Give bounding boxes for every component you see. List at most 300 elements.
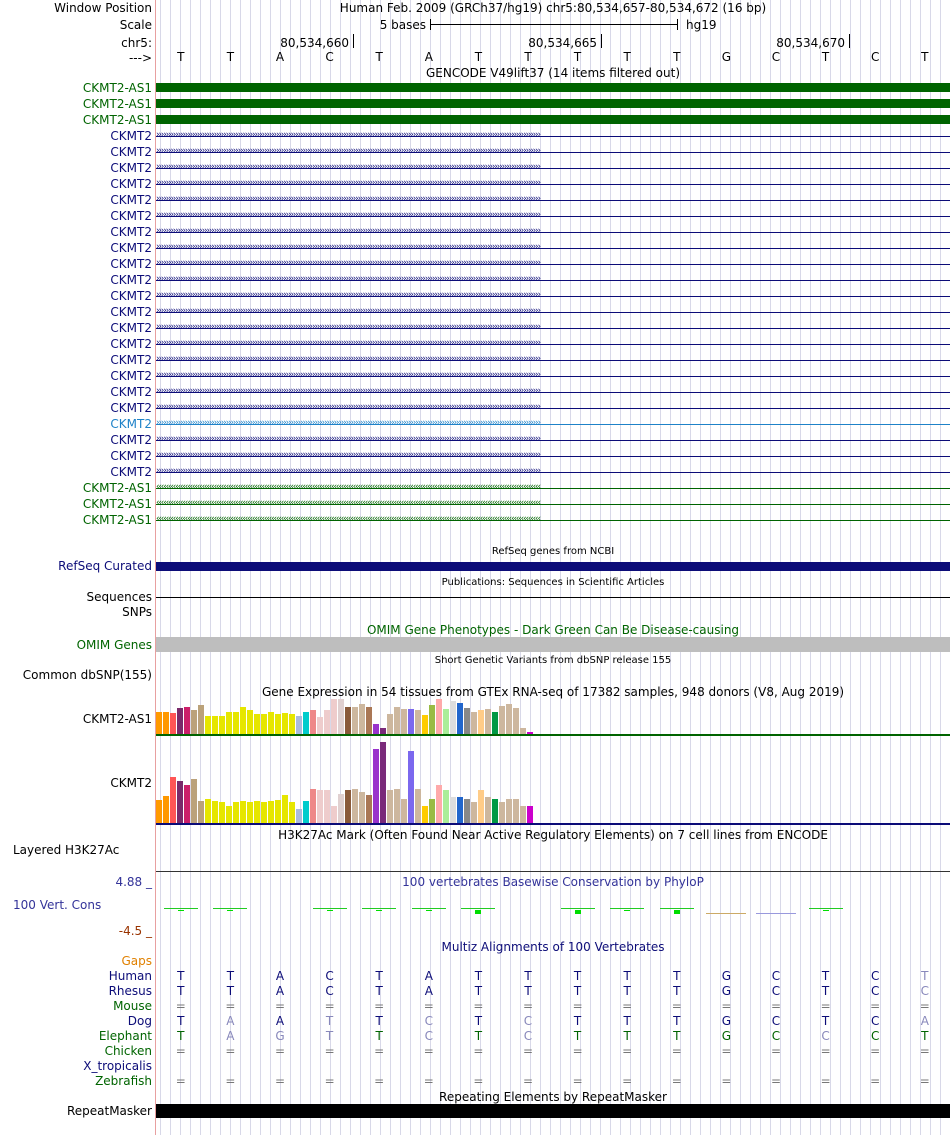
gtex-tissue-bar[interactable] [387,714,393,734]
base-letter[interactable]: T [226,50,235,64]
multiz-aligned-base[interactable]: T [177,1014,185,1028]
multiz-aligned-base[interactable]: = [423,1044,434,1058]
gtex-tissue-bar[interactable] [254,801,260,823]
base-letter[interactable]: C [325,50,334,64]
base-letter[interactable]: T [821,50,830,64]
gtex-tissue-bar[interactable] [282,713,288,734]
phylop-positive-bar[interactable] [461,908,495,909]
gtex-tissue-bar[interactable] [268,801,274,823]
gtex-tissue-bar[interactable] [485,709,491,734]
gtex-tissue-bar[interactable] [331,699,337,734]
gencode-gene-label[interactable]: CKMT2-AS1 [82,113,152,127]
multiz-aligned-base[interactable]: = [919,1044,930,1058]
gencode-gene-label[interactable]: CKMT2 [110,177,152,191]
multiz-aligned-base[interactable]: = [374,1044,385,1058]
gtex-ckmt2-label[interactable]: CKMT2 [110,776,152,790]
multiz-aligned-base[interactable]: = [671,1044,682,1058]
multiz-aligned-base[interactable]: T [921,1029,929,1043]
gencode-gene-label[interactable]: CKMT2 [110,241,152,255]
multiz-aligned-base[interactable]: = [721,1044,732,1058]
multiz-aligned-base[interactable]: C [870,984,880,998]
base-letter[interactable]: C [771,50,781,64]
multiz-aligned-base[interactable]: T [375,1014,383,1028]
multiz-aligned-base[interactable]: = [572,1044,583,1058]
multiz-track-title[interactable]: Multiz Alignments of 100 Vertebrates [441,940,665,954]
gtex-tissue-bar[interactable] [338,794,344,823]
multiz-aligned-base[interactable]: = [770,1044,782,1058]
gtex-tissue-bar[interactable] [240,707,246,734]
multiz-aligned-base[interactable]: T [673,984,681,998]
gencode-gene-label[interactable]: CKMT2 [110,209,152,223]
gtex-tissue-bar[interactable] [408,751,414,823]
multiz-aligned-base[interactable]: G [721,1014,732,1028]
multiz-aligned-base[interactable]: A [275,984,285,998]
multiz-aligned-base[interactable]: = [473,1074,484,1088]
gencode-gene-label[interactable]: CKMT2 [110,449,152,463]
phylop-positive-bar[interactable] [660,908,694,909]
gtex-tissue-bar[interactable] [443,790,449,823]
gtex-tissue-bar[interactable] [219,802,225,823]
multiz-aligned-base[interactable]: = [324,1044,335,1058]
base-letter[interactable]: T [921,50,929,64]
gtex-tissue-bar[interactable] [191,710,197,734]
multiz-aligned-base[interactable]: = [870,1074,881,1088]
gencode-gene-label[interactable]: CKMT2 [110,337,152,351]
multiz-aligned-base[interactable]: G [275,1029,285,1043]
gtex-tissue-bar[interactable] [478,710,484,734]
multiz-aligned-base[interactable]: T [821,984,830,998]
gtex-tissue-bar[interactable] [450,797,456,823]
gencode-gene-label[interactable]: CKMT2 [110,193,152,207]
multiz-aligned-base[interactable]: T [474,1029,483,1043]
gtex-tissue-bar[interactable] [394,707,400,734]
gtex-tissue-bar[interactable] [247,710,253,734]
omim-track-title[interactable]: OMIM Gene Phenotypes - Dark Green Can Be Disease-causing [366,623,740,637]
multiz-aligned-base[interactable]: = [175,999,186,1013]
gtex-tissue-bar[interactable] [191,779,197,823]
gtex-tissue-bar[interactable] [177,708,183,734]
multiz-aligned-base[interactable]: A [275,1014,285,1028]
gtex-tissue-bar[interactable] [394,789,400,823]
multiz-aligned-base[interactable]: T [673,1014,681,1028]
gtex-tissue-bar[interactable] [457,797,463,823]
base-letter[interactable]: T [673,50,681,64]
base-letter[interactable]: G [721,50,732,64]
gencode-gene-label[interactable]: CKMT2 [110,401,152,415]
gtex-tissue-bar[interactable] [184,707,190,734]
gtex-tissue-bar[interactable] [296,809,302,823]
multiz-aligned-base[interactable]: = [622,999,633,1013]
multiz-aligned-base[interactable]: = [473,1044,484,1058]
gtex-tissue-bar[interactable] [296,716,302,734]
gtex-tissue-bar[interactable] [268,712,274,734]
gtex-tissue-bar[interactable] [198,705,204,734]
base-letter[interactable]: T [623,50,631,64]
phylop-positive-peak[interactable] [178,910,184,911]
gtex-tissue-bar[interactable] [492,799,498,823]
multiz-aligned-base[interactable]: T [375,1029,383,1043]
multiz-aligned-base[interactable]: = [820,999,831,1013]
gencode-gene-label[interactable]: CKMT2 [110,465,152,479]
gtex-tissue-bar[interactable] [471,802,477,823]
multiz-aligned-base[interactable]: C [771,1014,781,1028]
gencode-transcript-bar[interactable] [156,115,950,124]
multiz-aligned-base[interactable]: = [522,1044,534,1058]
gtex-tissue-bar[interactable] [401,709,407,734]
multiz-aligned-base[interactable]: = [274,1074,286,1088]
gencode-gene-label[interactable]: CKMT2-AS1 [82,81,152,95]
multiz-aligned-base[interactable]: = [324,1074,335,1088]
multiz-aligned-base[interactable]: C [424,1029,433,1043]
phylop-positive-bar[interactable] [164,908,198,909]
multiz-aligned-base[interactable]: = [671,1074,682,1088]
multiz-aligned-base[interactable]: C [325,984,334,998]
multiz-aligned-base[interactable]: = [274,999,286,1013]
multiz-species-label[interactable]: Elephant [98,1029,152,1043]
gencode-gene-label[interactable]: CKMT2 [110,129,152,143]
gtex-tissue-bar[interactable] [317,717,323,734]
gtex-tissue-bar[interactable] [219,716,225,734]
multiz-aligned-base[interactable]: = [721,1074,732,1088]
gtex-tissue-bar[interactable] [226,712,232,734]
gtex-tissue-bar[interactable] [317,790,323,823]
multiz-aligned-base[interactable]: T [673,1029,681,1043]
multiz-aligned-base[interactable]: C [870,969,880,983]
multiz-aligned-base[interactable]: A [275,969,285,983]
assembly-info[interactable]: Human Feb. 2009 (GRCh37/hg19) chr5:80,534,657-80,534,672 (16 bp) [339,1,767,15]
multiz-aligned-base[interactable]: T [821,1014,830,1028]
multiz-aligned-base[interactable]: = [522,1074,534,1088]
multiz-aligned-base[interactable]: C [870,1029,880,1043]
gtex-tissue-bar[interactable] [366,707,372,734]
gtex-tissue-bar[interactable] [429,799,435,823]
gtex-tissue-bar[interactable] [324,710,330,734]
multiz-aligned-base[interactable]: A [226,1029,235,1043]
phylop-positive-peak[interactable] [475,910,481,914]
multiz-aligned-base[interactable]: T [325,1014,334,1028]
gtex-tissue-bar[interactable] [331,806,337,823]
multiz-aligned-base[interactable]: G [721,984,732,998]
phylop-label[interactable]: 100 Vert. Cons [13,898,102,912]
multiz-aligned-base[interactable]: T [623,984,631,998]
gtex-tissue-bar[interactable] [338,699,344,734]
omim-label[interactable]: OMIM Genes [76,638,152,652]
dbsnp-track-title[interactable]: Short Genetic Variants from dbSNP release 155 [434,655,672,666]
phylop-positive-peak[interactable] [376,910,382,911]
gtex-tissue-bar[interactable] [310,789,316,823]
repeatmasker-label[interactable]: RepeatMasker [66,1104,152,1118]
gencode-gene-label[interactable]: CKMT2 [110,289,152,303]
multiz-aligned-base[interactable]: = [870,1044,881,1058]
multiz-aligned-base[interactable]: A [424,969,433,983]
gencode-gene-label[interactable]: CKMT2-AS1 [82,513,152,527]
multiz-aligned-base[interactable]: C [920,984,929,998]
gtex-tissue-bar[interactable] [156,712,162,734]
multiz-aligned-base[interactable]: C [325,969,334,983]
multiz-aligned-base[interactable]: C [821,1029,830,1043]
gtex-ckmt2-as1-label[interactable]: CKMT2-AS1 [82,712,152,726]
multiz-aligned-base[interactable]: = [622,1074,633,1088]
gtex-tissue-bar[interactable] [163,796,169,823]
gtex-tissue-bar[interactable] [324,790,330,823]
multiz-aligned-base[interactable]: T [623,1014,631,1028]
gtex-tissue-bar[interactable] [310,710,316,734]
gencode-gene-label[interactable]: CKMT2 [110,433,152,447]
gtex-tissue-bar[interactable] [205,716,211,734]
multiz-aligned-base[interactable]: T [226,984,235,998]
gtex-tissue-bar[interactable] [177,781,183,823]
base-letter[interactable]: T [375,50,383,64]
h3k27ac-track-title[interactable]: H3K27Ac Mark (Often Found Near Active Regulatory Elements) on 7 cell lines from ENCODE [278,828,828,842]
multiz-aligned-base[interactable]: = [175,1074,186,1088]
gencode-gene-label[interactable]: CKMT2 [110,305,152,319]
multiz-aligned-base[interactable]: C [523,1029,533,1043]
multiz-aligned-base[interactable]: = [671,999,682,1013]
multiz-aligned-base[interactable]: T [524,984,532,998]
gtex-tissue-bar[interactable] [401,799,407,823]
multiz-aligned-base[interactable]: T [474,984,483,998]
gtex-tissue-bar[interactable] [303,801,309,823]
multiz-aligned-base[interactable]: = [423,999,434,1013]
gencode-gene-label[interactable]: CKMT2 [110,385,152,399]
phylop-track-title[interactable]: 100 vertebrates Basewise Conservation by PhyloP [402,875,704,889]
phylop-positive-bar[interactable] [610,908,644,909]
multiz-aligned-base[interactable]: = [225,1044,236,1058]
phylop-positive-peak[interactable] [624,910,630,911]
multiz-aligned-base[interactable]: T [573,984,582,998]
gtex-tissue-bar[interactable] [415,789,421,823]
gencode-gene-label[interactable]: CKMT2 [110,353,152,367]
multiz-aligned-base[interactable]: = [919,1074,930,1088]
gtex-tissue-bar[interactable] [464,799,470,823]
multiz-aligned-base[interactable]: T [474,1014,483,1028]
multiz-aligned-base[interactable]: = [572,999,583,1013]
gencode-transcript-bar[interactable] [156,99,950,108]
gtex-tissue-bar[interactable] [408,709,414,734]
phylop-negative-bar[interactable] [706,913,746,914]
phylop-positive-bar[interactable] [362,908,396,909]
multiz-species-label[interactable]: Dog [127,1014,152,1028]
phylop-negative-bar[interactable] [756,913,796,914]
multiz-aligned-base[interactable]: = [572,1074,583,1088]
multiz-aligned-base[interactable]: T [524,969,532,983]
multiz-aligned-base[interactable]: = [374,999,385,1013]
phylop-positive-peak[interactable] [327,910,333,911]
gtex-tissue-bar[interactable] [436,699,442,734]
multiz-aligned-base[interactable]: = [919,999,930,1013]
multiz-aligned-base[interactable]: T [226,969,235,983]
gtex-tissue-bar[interactable] [492,712,498,734]
gtex-tissue-bar[interactable] [345,707,351,734]
base-letter[interactable]: T [573,50,582,64]
gtex-tissue-bar[interactable] [240,801,246,823]
multiz-aligned-base[interactable]: T [573,1029,582,1043]
base-letter[interactable]: T [177,50,185,64]
multiz-aligned-base[interactable]: = [274,1044,286,1058]
gtex-tissue-bar[interactable] [387,790,393,823]
gtex-tissue-bar[interactable] [450,701,456,734]
gtex-tissue-bar[interactable] [359,792,365,823]
gtex-tissue-bar[interactable] [170,713,176,734]
base-letter[interactable]: T [524,50,532,64]
gtex-tissue-bar[interactable] [254,714,260,734]
gtex-tissue-bar[interactable] [198,801,204,823]
gtex-track-title[interactable]: Gene Expression in 54 tissues from GTEx RNA-seq of 17382 samples, 948 donors (V8, Aug 2019) [261,685,845,699]
multiz-aligned-base[interactable]: = [225,1074,236,1088]
multiz-aligned-base[interactable]: T [375,984,383,998]
gencode-track-title[interactable]: GENCODE V49lift37 (14 items filtered out) [425,66,680,80]
phylop-positive-peak[interactable] [674,910,680,914]
gencode-gene-label[interactable]: CKMT2 [110,225,152,239]
gtex-tissue-bar[interactable] [366,795,372,823]
gtex-tissue-bar[interactable] [282,795,288,823]
multiz-species-label[interactable]: Rhesus [108,984,152,998]
repeatmasker-track-title[interactable]: Repeating Elements by RepeatMasker [439,1090,667,1104]
multiz-aligned-base[interactable]: T [177,969,185,983]
multiz-aligned-base[interactable]: T [325,1029,334,1043]
gtex-tissue-bar[interactable] [380,742,386,823]
base-letter[interactable]: A [424,50,433,64]
gtex-tissue-bar[interactable] [520,806,526,823]
gtex-tissue-bar[interactable] [212,716,218,734]
refseq-gene-bar[interactable] [156,562,950,571]
multiz-aligned-base[interactable]: C [523,1014,533,1028]
multiz-aligned-base[interactable]: T [921,969,929,983]
multiz-aligned-base[interactable]: = [721,999,732,1013]
gtex-tissue-bar[interactable] [289,714,295,734]
phylop-positive-peak[interactable] [227,910,233,911]
gtex-tissue-bar[interactable] [513,799,519,823]
multiz-aligned-base[interactable]: = [820,1074,831,1088]
gencode-gene-label[interactable]: CKMT2-AS1 [82,481,152,495]
publications-sequences-label[interactable]: Sequences [86,590,152,604]
base-letter[interactable]: A [275,50,285,64]
multiz-species-label[interactable]: Mouse [113,999,152,1013]
gtex-tissue-bar[interactable] [429,705,435,734]
gtex-tissue-bar[interactable] [513,708,519,734]
publications-snps-label[interactable]: SNPs [122,605,152,619]
gtex-tissue-bar[interactable] [303,712,309,734]
phylop-positive-bar[interactable] [213,908,247,909]
refseq-label[interactable]: RefSeq Curated [58,559,152,573]
gtex-tissue-bar[interactable] [443,709,449,734]
phylop-positive-peak[interactable] [426,910,432,911]
multiz-aligned-base[interactable]: T [474,969,483,983]
gtex-tissue-bar[interactable] [352,707,358,734]
gtex-tissue-bar[interactable] [464,708,470,734]
gtex-tissue-bar[interactable] [359,704,365,734]
multiz-aligned-base[interactable]: T [177,984,185,998]
multiz-aligned-base[interactable]: = [820,1044,831,1058]
multiz-aligned-base[interactable]: A [920,1014,929,1028]
phylop-positive-bar[interactable] [809,908,843,909]
phylop-positive-bar[interactable] [412,908,446,909]
gtex-tissue-bar[interactable] [184,785,190,823]
multiz-species-label[interactable]: Zebrafish [95,1074,152,1088]
gtex-tissue-bar[interactable] [506,704,512,734]
multiz-aligned-base[interactable]: T [623,969,631,983]
gencode-gene-label[interactable]: CKMT2 [110,273,152,287]
multiz-aligned-base[interactable]: C [771,969,781,983]
refseq-track-title[interactable]: RefSeq genes from NCBI [491,546,615,557]
gencode-gene-label[interactable]: CKMT2 [110,257,152,271]
h3k27ac-label[interactable]: Layered H3K27Ac [13,843,120,857]
multiz-aligned-base[interactable]: C [771,984,781,998]
gencode-gene-label[interactable]: CKMT2 [110,161,152,175]
gtex-tissue-bar[interactable] [485,797,491,823]
multiz-aligned-base[interactable]: = [770,1074,782,1088]
publications-track-title[interactable]: Publications: Sequences in Scientific Articles [441,577,665,588]
multiz-aligned-base[interactable]: A [424,984,433,998]
multiz-aligned-base[interactable]: C [424,1014,433,1028]
gtex-tissue-bar[interactable] [373,724,379,734]
gtex-tissue-bar[interactable] [261,714,267,734]
gtex-tissue-bar[interactable] [422,715,428,734]
multiz-aligned-base[interactable]: = [870,999,881,1013]
gtex-tissue-bar[interactable] [478,790,484,823]
gtex-tissue-bar[interactable] [457,703,463,734]
gencode-gene-label[interactable]: CKMT2 [110,145,152,159]
multiz-aligned-base[interactable]: = [423,1074,434,1088]
gencode-gene-label[interactable]: CKMT2 [110,417,152,431]
phylop-positive-peak[interactable] [823,910,829,911]
base-letter[interactable]: C [870,50,880,64]
gtex-tissue-bar[interactable] [506,799,512,823]
gencode-gene-label[interactable]: CKMT2 [110,369,152,383]
gtex-tissue-bar[interactable] [436,785,442,823]
multiz-aligned-base[interactable]: G [721,1029,732,1043]
gtex-tissue-bar[interactable] [261,802,267,823]
gtex-tissue-bar[interactable] [275,800,281,823]
multiz-species-label[interactable]: X_tropicalis [83,1059,152,1073]
gtex-tissue-bar[interactable] [373,749,379,823]
gtex-tissue-bar[interactable] [156,800,162,823]
base-letter[interactable]: T [474,50,483,64]
multiz-aligned-base[interactable]: T [573,1014,582,1028]
multiz-aligned-base[interactable]: A [226,1014,235,1028]
omim-gene-bar[interactable] [156,637,950,652]
multiz-aligned-base[interactable]: = [324,999,335,1013]
dbsnp-label[interactable]: Common dbSNP(155) [22,668,152,682]
multiz-aligned-base[interactable]: T [673,969,681,983]
multiz-aligned-base[interactable]: G [721,969,732,983]
gencode-gene-label[interactable]: CKMT2-AS1 [82,97,152,111]
gtex-tissue-bar[interactable] [289,802,295,823]
multiz-aligned-base[interactable]: C [870,1014,880,1028]
gtex-tissue-bar[interactable] [499,706,505,734]
gtex-tissue-bar[interactable] [422,806,428,823]
gtex-tissue-bar[interactable] [527,806,533,823]
gtex-tissue-bar[interactable] [352,789,358,823]
multiz-aligned-base[interactable]: T [375,969,383,983]
multiz-aligned-base[interactable]: = [770,999,782,1013]
multiz-species-label[interactable]: Human [108,969,152,983]
multiz-aligned-base[interactable]: = [522,999,534,1013]
repeatmasker-bar[interactable] [156,1104,950,1118]
gencode-gene-label[interactable]: CKMT2-AS1 [82,497,152,511]
gtex-tissue-bar[interactable] [233,712,239,734]
gtex-tissue-bar[interactable] [170,777,176,823]
gtex-tissue-bar[interactable] [471,712,477,734]
multiz-aligned-base[interactable]: = [175,1044,186,1058]
gtex-tissue-bar[interactable] [345,790,351,823]
gtex-tissue-bar[interactable] [163,712,169,734]
multiz-aligned-base[interactable]: = [622,1044,633,1058]
multiz-aligned-base[interactable]: C [771,1029,781,1043]
multiz-aligned-base[interactable]: T [573,969,582,983]
phylop-positive-bar[interactable] [313,908,347,909]
gtex-tissue-bar[interactable] [247,802,253,823]
